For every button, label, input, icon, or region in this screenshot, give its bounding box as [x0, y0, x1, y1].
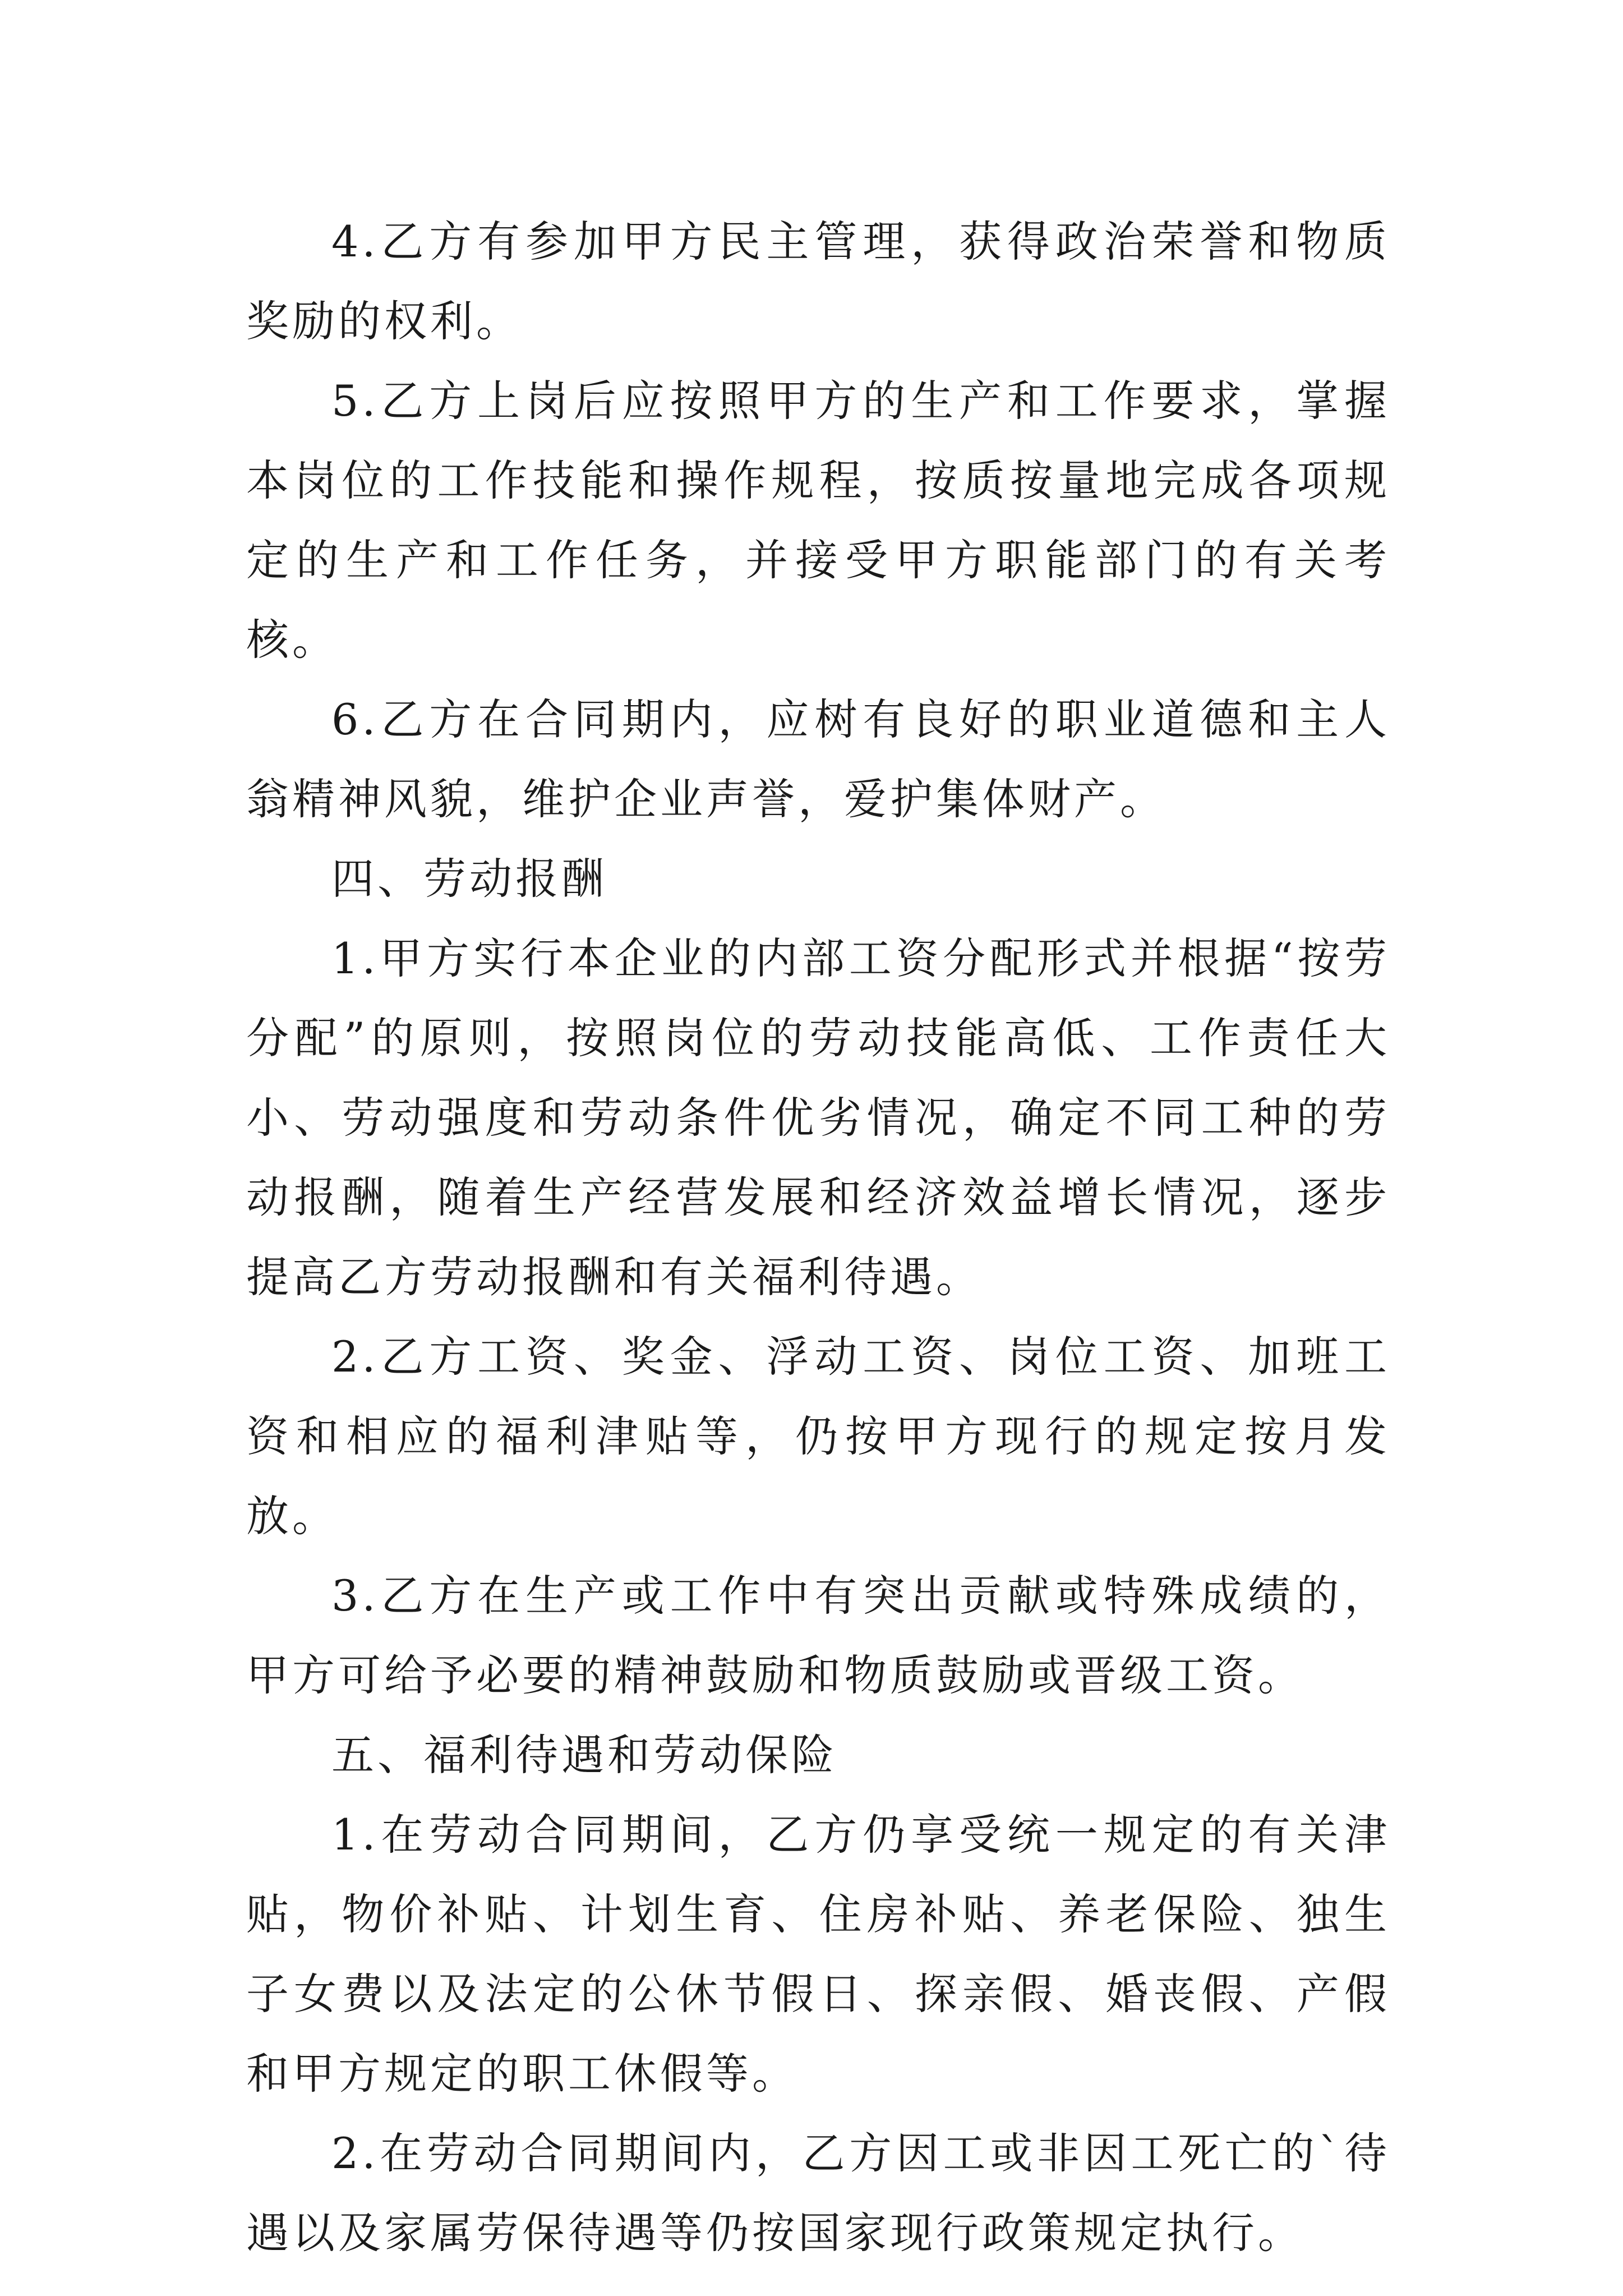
section-heading-welfare: 五、福利待遇和劳动保险 — [331, 1730, 837, 1780]
clause-5-item-1: 1.在劳动合同期间，乙方仍享受统一规定的有关津贴，物价补贴、计划生育、住房补贴、养老保险、独生子女费以及法定的公休节假日、探亲假、婚丧假、产假和甲方规定的职工休假等。 — [246, 1810, 1390, 2099]
document-body — [246, 202, 1390, 2273]
clause-4-item-2: 2.乙方工资、奖金、浮动工资、岗位工资、加班工资和相应的福利津贴等，仍按甲方现行的规定按月发放。 — [246, 1332, 1390, 1541]
clause-4-item-3: 3.乙方在生产或工作中有突出贡献或特殊成绩的，甲方可给予必要的精神鼓励和物质鼓励或晋级工资。 — [246, 1571, 1390, 1700]
clause-3-item-5: 5.乙方上岗后应按照甲方的生产和工作要求，掌握本岗位的工作技能和操作规程，按质按量地完成各项规定的生产和工作任务，并接受甲方职能部门的有关考核。 — [246, 376, 1390, 665]
clause-3-item-4: 4.乙方有参加甲方民主管理，获得政治荣誉和物质奖励的权利。 — [246, 217, 1390, 346]
clause-4-item-1: 1.甲方实行本企业的内部工资分配形式并根据“按劳分配”的原则，按照岗位的劳动技能高低、工作责任大小、劳动强度和劳动条件优劣情况，确定不同工种的劳动报酬，随着生产经营发展和经济效益增长情况，逐步提高乙方劳动报酬和有关福利待遇。 — [246, 933, 1390, 1302]
clause-5-item-2: 2.在劳动合同期间内，乙方因工或非因工死亡的`待遇以及家属劳保待遇等仍按国家现行政策规定执行。 — [246, 2128, 1390, 2258]
clause-3-item-6: 6.乙方在合同期内，应树有良好的职业道德和主人翁精神风貌，维护企业声誉，爱护集体财产。 — [246, 694, 1390, 824]
section-heading-remuneration: 四、劳动报酬 — [331, 854, 607, 904]
